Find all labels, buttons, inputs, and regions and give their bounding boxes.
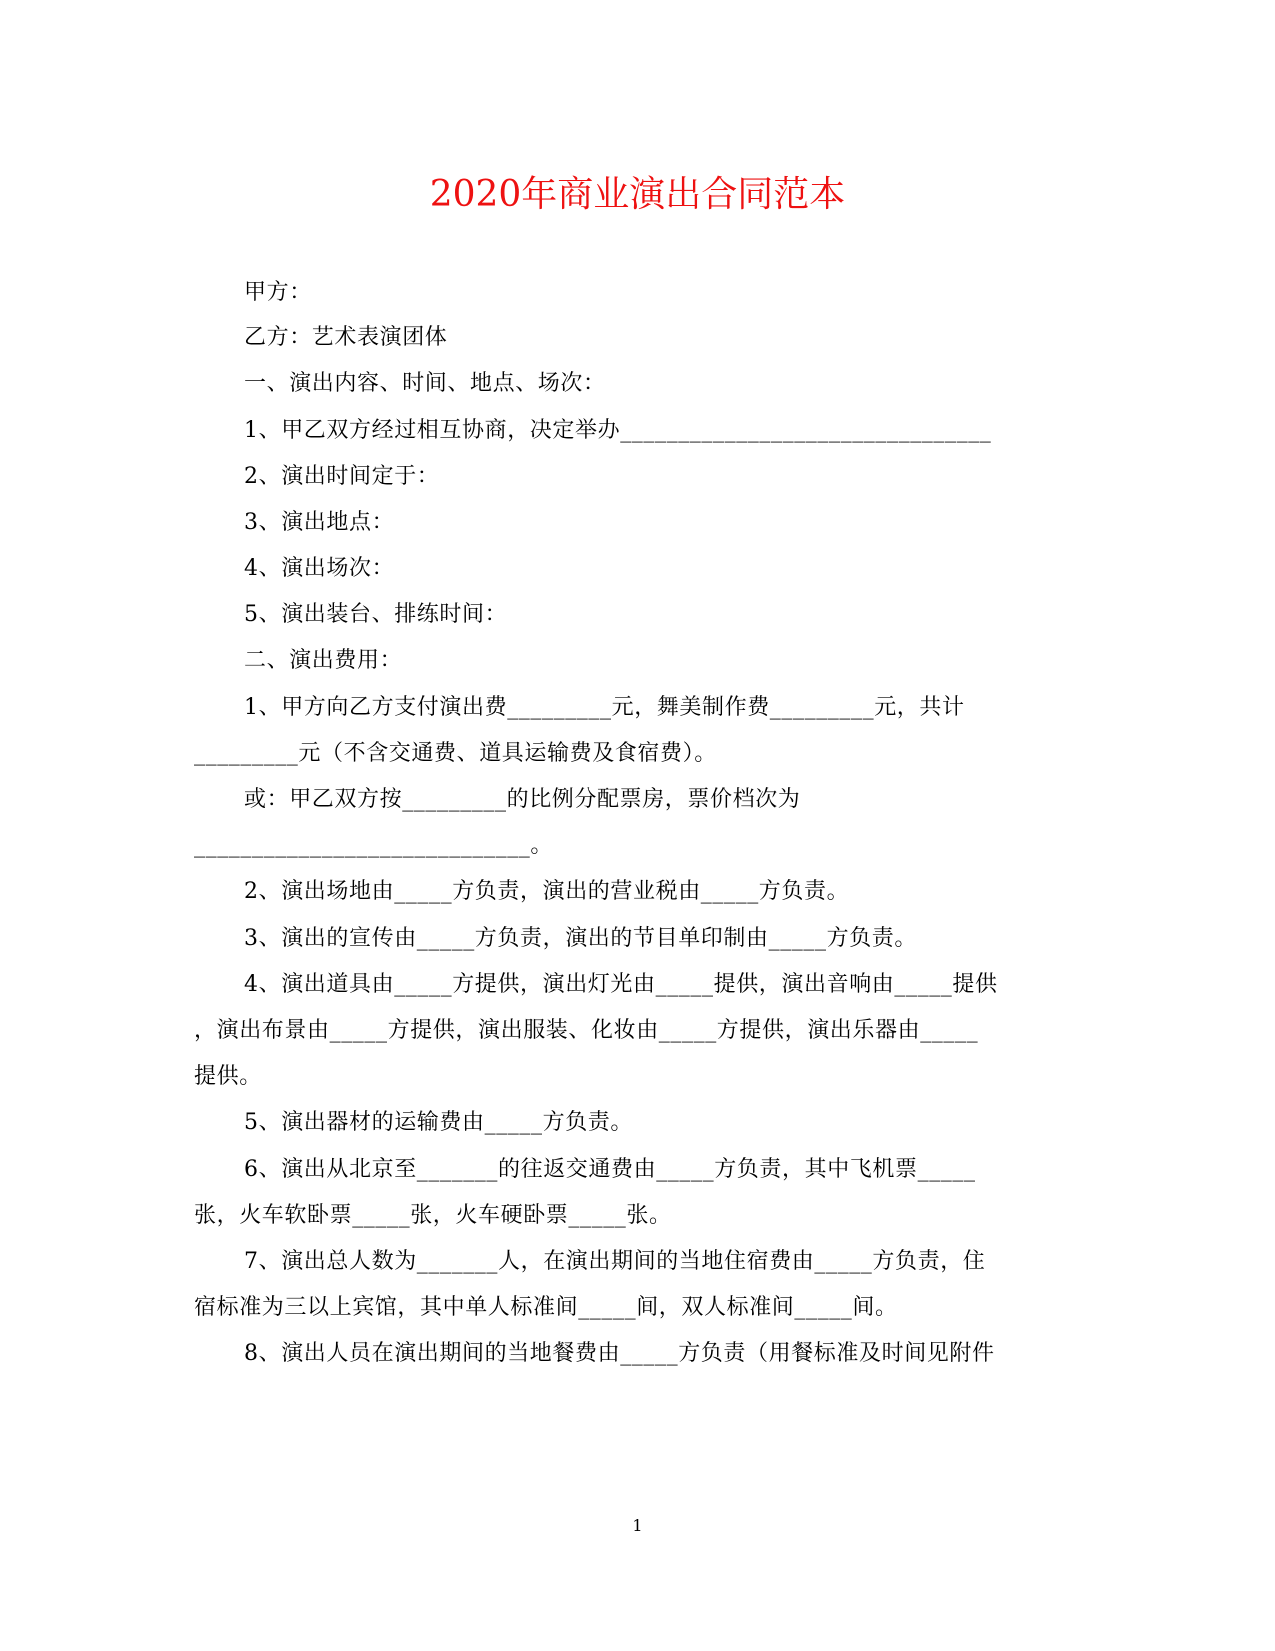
section-heading: 一、演出内容、时间、地点、场次： [244, 371, 606, 396]
clause-line: 4、演出场次： [244, 556, 395, 581]
clause-line: 2、演出时间定于： [244, 464, 440, 489]
clause-line: 6、演出从北京至_______的往返交通费由_____方负责，其中飞机票_____ [244, 1157, 976, 1182]
party-a-line: 甲方： [244, 280, 312, 305]
clause-line: 3、演出地点： [244, 510, 395, 535]
clause-line: 1、甲乙双方经过相互协商，决定举办________________________________ [244, 418, 992, 443]
clause-continuation: ，演出布景由_____方提供，演出服装、化妆由_____方提供，演出乐器由_____ [194, 1018, 979, 1043]
clause-line: 4、演出道具由_____方提供，演出灯光由_____提供，演出音响由_____提供 [244, 972, 998, 997]
party-b-line: 乙方：艺术表演团体 [244, 325, 448, 350]
clause-line: 7、演出总人数为_______人，在演出期间的当地住宿费由_____方负责，住 [244, 1249, 986, 1274]
page-number: 1 [632, 1516, 643, 1535]
clause-continuation: 宿标准为三以上宾馆，其中单人标准间_____间，双人标准间_____间。 [194, 1295, 898, 1320]
clause-line: 5、演出器材的运输费由_____方负责。 [244, 1110, 633, 1135]
clause-line: 5、演出装台、排练时间： [244, 602, 508, 627]
clause-line: 8、演出人员在演出期间的当地餐费由_____方负责（用餐标准及时间见附件 [244, 1341, 995, 1366]
clause-continuation: _____________________________。 [194, 833, 553, 858]
clause-line: 2、演出场地由_____方负责，演出的营业税由_____方负责。 [244, 879, 850, 904]
clause-line: 或：甲乙双方按_________的比例分配票房，票价档次为 [244, 787, 801, 812]
section-heading: 二、演出费用： [244, 648, 403, 673]
clause-continuation: 提供。 [194, 1064, 262, 1089]
document-title: 2020年商业演出合同范本 [429, 174, 846, 215]
clause-line: 3、演出的宣传由_____方负责，演出的节目单印制由_____方负责。 [244, 926, 917, 951]
clause-line: 1、甲方向乙方支付演出费_________元，舞美制作费_________元，共计 [244, 695, 965, 720]
clause-continuation: 张，火车软卧票_____张，火车硬卧票_____张。 [194, 1203, 672, 1228]
clause-continuation: _________元（不含交通费、道具运输费及食宿费）。 [194, 741, 717, 766]
